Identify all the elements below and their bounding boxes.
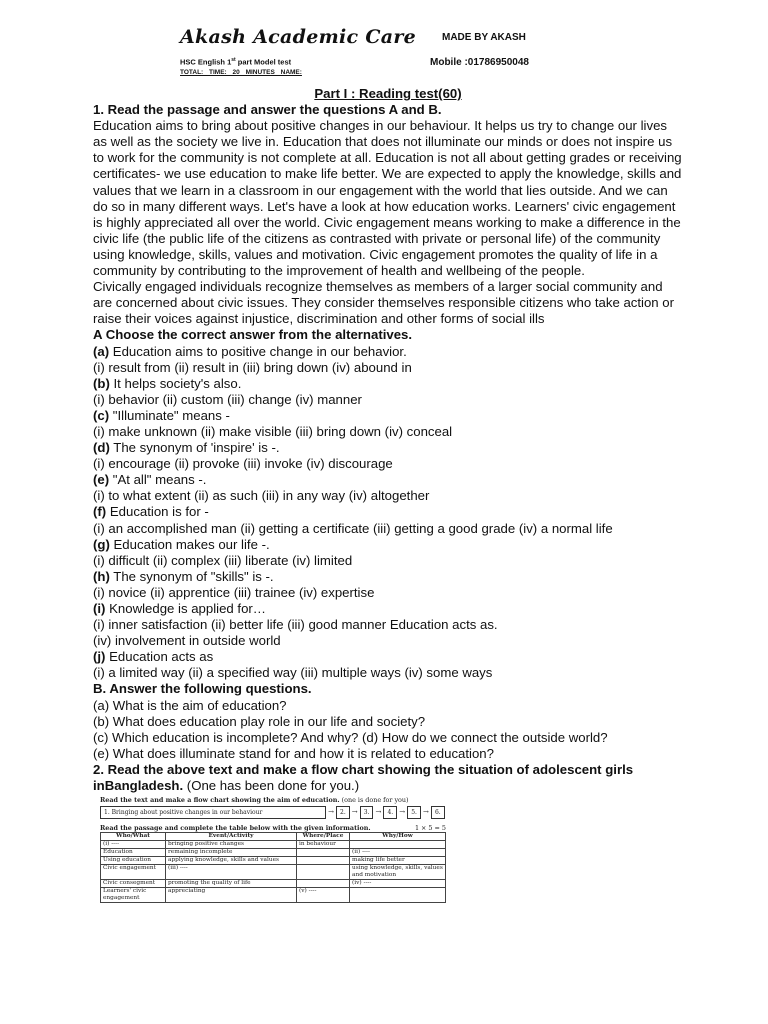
arrow-icon: → xyxy=(351,808,358,816)
table-cell xyxy=(350,841,446,849)
table-cell: appreciating xyxy=(166,888,297,903)
table-cell: (ii) ---- xyxy=(350,849,446,857)
mcq-options: (i) novice (ii) apprentice (iii) trainee (iv) expertise xyxy=(93,584,375,600)
total-time-name-line: TOTAL: TIME: 20 MINUTES NAME: xyxy=(180,69,302,76)
flow-box: 3. xyxy=(360,806,374,819)
mobile-number: Mobile :01786950048 xyxy=(430,57,529,68)
mcq-item-d: (d) The synonym of 'inspire' is -. (i) encourage (ii) provoke (iii) invoke (iv) discourage xyxy=(93,440,683,472)
table-cell: Using education xyxy=(101,857,166,865)
part-title: Part I : Reading test(60) xyxy=(314,86,462,101)
arrow-icon: → xyxy=(423,808,429,816)
table-marks: 1 × 5 = 5 xyxy=(414,824,446,832)
table-cell xyxy=(297,857,350,865)
b-question: (e) What does illuminate stand for and how it is related to education? xyxy=(93,745,494,761)
table-row xyxy=(101,888,446,903)
information-table xyxy=(100,832,446,903)
mcq-item-g: (g) Education makes our life -. (i) difficult (ii) complex (iii) liberate (iv) limited xyxy=(93,537,683,569)
mcq-options: (i) a limited way (ii) a specified way (iii) multiple ways (iv) some ways xyxy=(93,665,493,681)
table-cell: (iv) ---- xyxy=(350,880,446,888)
mcq-item-j: (j) Education acts as (i) a limited way (ii) a specified way (iii) multiple ways (iv) some ways xyxy=(93,649,683,681)
passage-paragraph-1: Education aims to bring about positive changes in our behaviour. It helps us try to change our lives as well as the society we live in. Education that does not illuminate our minds or does not inspire us to work for the community is not complete at all. Education is not all about getting grades or receiving certificates- we use education to make life better. We are expected to apply the knowledge, skills and values that we learn in a classroom in our engagement with the world that lies outside. And we can do so in many different ways. Let's have a look at how education works. Learners' civic engagement is highly appreciated all over the world. Civic engagement means working to make a difference in the civic life (the public life of the citizens as contrasted with private or personal life) of the community using knowledge, skills, values and motivation. Civic engagement promotes the quality of life in a community by contributing to the improvement of health and wellbeing of the people. xyxy=(93,118,682,279)
table-row xyxy=(101,865,446,880)
flow-box: 2. xyxy=(336,806,350,819)
table-header: Where/Place xyxy=(297,833,350,841)
table-cell xyxy=(297,865,350,880)
mcq-options: (i) difficult (ii) complex (iii) liberate (iv) limited xyxy=(93,552,353,568)
section-a-heading: A Choose the correct answer from the alternatives. xyxy=(93,327,413,343)
mcq-item-e: (e) "At all" means -. (i) to what extent (ii) as such (iii) in any way (iv) altogether xyxy=(93,472,683,504)
table-header: Why/How xyxy=(350,833,446,841)
arrow-icon: → xyxy=(328,808,334,816)
mcq-item-i: (i) Knowledge is applied for… (i) inner satisfaction (ii) better life (iii) good manner Education acts as. (iv) involvement in outside world xyxy=(93,601,683,649)
mcq-options: (i) make unknown (ii) make visible (iii) bring down (iv) conceal xyxy=(93,423,453,439)
mcq-item-c: (c) "Illuminate" means - (i) make unknown (ii) make visible (iii) bring down (iv) conceal xyxy=(93,408,683,440)
test-subtitle: HSC English 1st part Model test xyxy=(180,57,292,67)
b-question: (c) Which education is incomplete? And why? (d) How do we connect the outside world? xyxy=(93,729,608,745)
table-cell: applying knowledge, skills and values xyxy=(166,857,297,865)
table-cell: Learners' civic engagement xyxy=(101,888,166,903)
table-row xyxy=(101,880,446,888)
flow-box: 6. xyxy=(431,806,445,819)
flow-box: 5. xyxy=(407,806,421,819)
arrow-icon: → xyxy=(375,808,382,816)
table-header-row xyxy=(101,833,446,841)
scanned-exercise-figure xyxy=(98,796,448,904)
flow-chart-title: Read the text and make a flow chart showing the aim of education. (one is done for you) xyxy=(100,796,409,804)
section-b-heading: B. Answer the following questions. xyxy=(93,681,312,697)
table-cell: using knowledge, skills, values and motivation xyxy=(350,865,446,880)
table-row xyxy=(101,841,446,849)
mcq-item-b: (b) It helps society's also. (i) behavior (ii) custom (iii) change (iv) manner xyxy=(93,376,683,408)
mcq-item-f: (f) Education is for - (i) an accomplished man (ii) getting a certificate (iii) getting a good grade (iv) a normal life xyxy=(93,504,683,536)
table-cell: promoting the quality of life xyxy=(166,880,297,888)
flow-box: 4. xyxy=(383,806,397,819)
table-cell: in behaviour xyxy=(297,841,350,849)
mcq-item-a: (a) Education aims to positive change in our behavior. (i) result from (ii) result in (iii) bring down (iv) abound in xyxy=(93,344,683,376)
flow-chart xyxy=(100,805,445,819)
table-row xyxy=(101,857,446,865)
table-cell xyxy=(297,849,350,857)
b-question: (a) What is the aim of education? xyxy=(93,697,287,713)
table-cell: making life better xyxy=(350,857,446,865)
table-cell: Education xyxy=(101,849,166,857)
table-header: Event/Activity xyxy=(166,833,297,841)
table-cell: (iii) ---- xyxy=(166,865,297,880)
mcq-options: (i) behavior (ii) custom (iii) change (iv) manner xyxy=(93,391,362,407)
table-row xyxy=(101,849,446,857)
mcq-options: (i) inner satisfaction (ii) better life (iii) good manner Education acts as. xyxy=(93,617,498,633)
mcq-options: (i) an accomplished man (ii) getting a certificate (iii) getting a good grade (iv) a normal life xyxy=(93,520,613,536)
document-header xyxy=(172,26,536,84)
table-header: Who/What xyxy=(101,833,166,841)
table-cell: Civic consegment xyxy=(101,880,166,888)
mcq-options: (i) result from (ii) result in (iii) bring down (iv) abound in xyxy=(93,359,412,375)
table-cell: (i) ---- xyxy=(101,841,166,849)
passage-paragraph-2: Civically engaged individuals recognize themselves as members of a larger social community and are concerned about civic issues. They consider themselves responsible citizens who take action or raise their voices against injustice, discrimination and other forms of social ills xyxy=(93,279,675,327)
table-cell: (v) ---- xyxy=(297,888,350,903)
table-cell: remaining incomplete xyxy=(166,849,297,857)
made-by: MADE BY AKASH xyxy=(442,32,526,43)
table-cell xyxy=(297,880,350,888)
brand-title: Akash Academic Care xyxy=(180,26,417,48)
mcq-options-continued: (iv) involvement in outside world xyxy=(93,633,281,649)
document-body xyxy=(93,86,683,794)
table-cell: Civic engagement xyxy=(101,865,166,880)
table-cell: bringing positive changes xyxy=(166,841,297,849)
table-cell xyxy=(350,888,446,903)
flow-box: 1. Bringing about positive changes in our behaviour xyxy=(100,806,326,819)
question-1-heading: 1. Read the passage and answer the questions A and B. xyxy=(93,102,442,118)
question-2-heading: 2. Read the above text and make a flow chart showing the situation of adolescent girls inBangladesh. (One has been done for you.) xyxy=(93,761,634,794)
b-question: (b) What does education play role in our life and society? xyxy=(93,713,426,729)
mcq-options: (i) encourage (ii) provoke (iii) invoke (iv) discourage xyxy=(93,456,393,472)
mcq-item-h: (h) The synonym of "skills" is -. (i) novice (ii) apprentice (iii) trainee (iv) expertise xyxy=(93,569,683,601)
arrow-icon: → xyxy=(399,808,406,816)
table-exercise-title: Read the passage and complete the table below with the given information. xyxy=(100,824,371,832)
mcq-options: (i) to what extent (ii) as such (iii) in any way (iv) altogether xyxy=(93,488,430,504)
